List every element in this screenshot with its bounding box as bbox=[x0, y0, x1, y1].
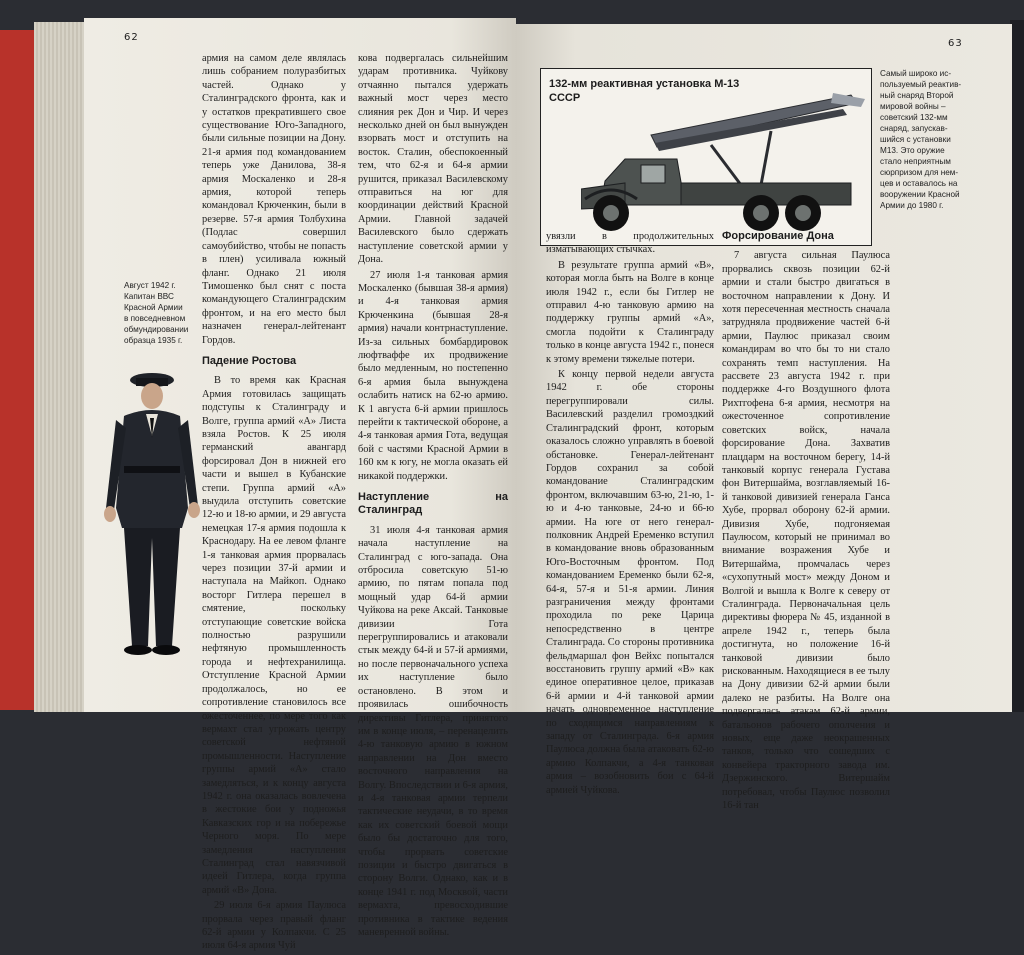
left-col2-p2: 27 июля 1-я танковая армия Москаленко (бывшая 38-я армия) и 4-я танковая армия Крюченкина (бывшая 28-я армия) начали контрнаступление. Из-за сильных бомбардировок люфтваффе их продвижение было медленным, но постепенно 6-я армия была вынуждена ослабить натиск на 62-ю армию. К 1 августа 6-й армии пришлось перейти к тактической обороне, а 4-я танковая армия Гота, ведущая бой с частями Красной Армии в 160 км к югу, не могла оказать ей никакой поддержки. bbox=[358, 269, 508, 482]
rocket-launcher-figure bbox=[540, 68, 872, 246]
soldier-caption: Август 1942 г. Капитан ВВС Красной Армии в повседневном обмундировании образца 1935 г. bbox=[124, 281, 189, 345]
right-column-2 bbox=[722, 226, 890, 814]
heading-don-crossing: Форсирование Дона bbox=[722, 230, 834, 242]
figure-title: 132-мм реактивная установка М-13 СССР bbox=[549, 78, 740, 104]
right-column-1 bbox=[546, 230, 714, 799]
right-col1-intro: увязли в продолжительных изматывающих стычках. bbox=[546, 231, 714, 256]
page-number-left: 62 bbox=[124, 32, 139, 43]
heading-advance-on-stalingrad: Наступление на Сталинград bbox=[358, 491, 508, 517]
left-col1-tail: 29 июля 6-я армия Паулюса прорвала через правый фланг 62-й армии у Колпакчи. С 25 июля 64-я армия Чуй bbox=[202, 900, 346, 952]
right-col2-body: 7 августа сильная Паулюса прорвались сквозь позиции 62-й армии и стали быстро двигаться в восточном направлении к Дону. И хотя пересеченная местность сначала затрудняла продвижение частей 6-й армии, Паулюс приказал своим командирам во что бы то ни стало сохранять темп наступления. На рассвете 23 августа 1942 г. при поддержке 4-го Воздушного флота Рихтгофена 6-я армия, несмотря на ожесточенное сопротивление советских войск, начала форсирование Дона. Захватив плацдарм на восточном берегу, 14-й танковый корпус генерала Густава фон Витершайма, возглавляемый 16-й танковой дивизией генерала Ганса Хубе, прорвал оборону 62-й армии. Дивизия Хубе, подгоняемая Паулюсом, который не принимал во внимание возражения Хубе и Витершайма, промчалась через «сухопутный мост» между Доном и Волгой и вышла к Волге к северу от Сталинграда. Первоначальная цель директивы фюрера № 45, изданной в апреле 1942 г., теперь была достигнута, но положение 16-й танковой дивизии было рискованным. Находящиеся в ее тылу на Дону дивизии 62-й армии были далеко не разбиты. На Волге она подвергалась атакам 62-й армии, батальонов рабочего ополчения и новых, еще даже неокрашенных танков, только что сошедших с конвейера тракторного завода им. Дзержинского. Витершайм потребовал, чтобы Паулюс позволил 16-й тан bbox=[722, 250, 890, 812]
left-col2-body: 31 июля 4-я танковая армия начала наступление на Сталинград с юго-запада. Она отбросила советскую 51-ю армию, по пятам попала под мощный удар 64-й армии Чуйкова на реке Аксай. Танковые дивизии Гота перегруппировались и атаковали стык между 64-й и 57-й армиями, но после первоначального успеха их наступление было остановлено. В этом и проявилась ошибочность директивы Гитлера, принятого им в конце июля, – перенацелить 4-ю танковую армию в южном направлении на Дон вместо восточного направления на Волгу. Впоследствии и 6-я армия, и 4-я танковая армии терпели тактические неудачи, в то время как их советский боевой мощи было бы достаточно для того, чтобы прорвать советские позиции и быстро двигаться в сторону Волги. Однако, как и в конце 1941 г. под Москвой, части вермахта, превосходившие противника в тактике ведения маневренной войны. bbox=[358, 524, 508, 938]
soldier-illustration bbox=[102, 358, 202, 658]
page-edges bbox=[34, 22, 86, 712]
left-col1-body: В то время как Красная Армия готовилась защищать подступы к Сталинграду и Волге, группа армий «А» Листа взяла Ростов. К 25 июля германский авангард форсировал Дон в нижней его части и вышел в Кубанские степи. Группа армий «А» выудила отступить советские 12-ю и 18-ю армии, и 29 августа немецкая 17-я армия подошла к Краснодару. На ее левом фланге 1-я танковая армия прорвалась через позиции 37-й армии и наступала на Майкоп. Однако восторг Гитлера перешел в смятение, поскольку отступающие советские войска полностью разрушили нефтяную промышленность города и нефтехранилища. Отступление Красной Армии продолжалось, но ее сопротивление становилось все ожесточеннее, по мере того как вермахт стал угрожать центру советской нефтяной промышленности. Наступление группы армий «А» стало замедляться, и к концу августа 1942 г. она оказалась вовлечена в жестокие бои у подножья Кавказских гор и на побережье Черного моря. По мере замедления наступления Сталинград стал навязчивой идеей Гитлера, когда группа армий «В» Дона. bbox=[202, 375, 346, 896]
left-col1-intro: армия на самом деле являлась лишь собранием полуразбитых частей. Однако у Сталинградского фронта, как и у остатков прекратившего свое существование Юго-Западного, были сильные позиции на Дону. 21-я армия под командованием теперь уже Данилова, 38-я армия Москаленко и 28-я армия, которой теперь командовал Крюченкин, были в резерве. 57-я армия Толбухина (Подлас совершил самоубийство, чтобы не попасть в плен) усиливала южный фланг. Однако 21 июля Тимошенко был снят с поста командующего Сталинградским фронтом, и на его место был назначен генерал-лейтенант Гордов. bbox=[202, 53, 346, 346]
page-number-right: 63 bbox=[948, 38, 963, 49]
right-page bbox=[516, 24, 1012, 812]
left-page bbox=[84, 18, 516, 952]
left-col2-intro: кова подвергалась сильнейшим ударам противника. Чуйкову отчаянно пытался удержать важный мост через место слияния рек Дон и Чир. И через несколько дней он был вынужден взорвать мост и отступить на восток. Сталин, обеспокоенный тем, что 62-я и 64-я армии рушится, приказал Василевскому отправиться на юг для координации действий Красной Армии. Главной задачей Василевского было сдержать наступление советской армии у Дона. bbox=[358, 53, 508, 266]
rocket-caption: Самый широко ис- пользуемый реактив- ный снаряд Второй мировой войны – советский 132-мм снаряд, запускав- шийся с установки М13. Это оружие стало неприятным сюрпризом для нем- цев и оставалось на вооружении Красной Армии до 1980 г. bbox=[880, 69, 962, 210]
heading-fall-of-rostov: Падение Ростова bbox=[202, 354, 297, 367]
left-column-2 bbox=[358, 52, 508, 941]
katyusha-truck-illustration bbox=[581, 85, 867, 241]
right-col1-p2: К концу первой недели августа 1942 г. обе стороны перегруппировали силы. Василевский разделил громоздкий Сталинградский фронт, которым оказалось сложно управлять в боевой обстановке. Генерал-лейтенант Гордов сохранил за собой командование Сталинградским фронтом, включавшим 63-ю, 21-ю, 1-ю и 4-ю танковые, 24-ю и 66-ю армии. На юге от него генерал-полковник Андрей Еременко вступил в командование вновь образованным Юго-Восточным фронтом. Под командованием Еременко были 62-я, 64-я, 57-я и 51-я армии. Линия разграничения между фронтами проходила по реке Царица непосредственно в центре Сталинграда. Со стороны противника фельдмаршал фон Вейхс попытался восстановить группу армий «В» как единое оперативное целое, приказав 6-й армии и 4-й танковой армии начать одновременное наступление по сходящимся направлениям к западу от Сталинграда. 6-я армия Паулюса должна была атаковать 62-ю армию Колпакчи, а 4-я танковая армия – возобновить бои с 64-й армией Чуйкова. bbox=[546, 369, 714, 796]
left-column-1 bbox=[202, 52, 346, 955]
book-cover-right bbox=[1010, 20, 1024, 712]
right-col1-p1: В результате группа армий «В», которая могла быть на Волге в конце июля 1942 г., если бы Гитлер не отправил 4-ю танковую армию на поддержку группы армий «А», смогла подойти к Сталинграду только в конце августа 1942 г., понеся к этому времени тяжелые потери. bbox=[546, 259, 714, 365]
